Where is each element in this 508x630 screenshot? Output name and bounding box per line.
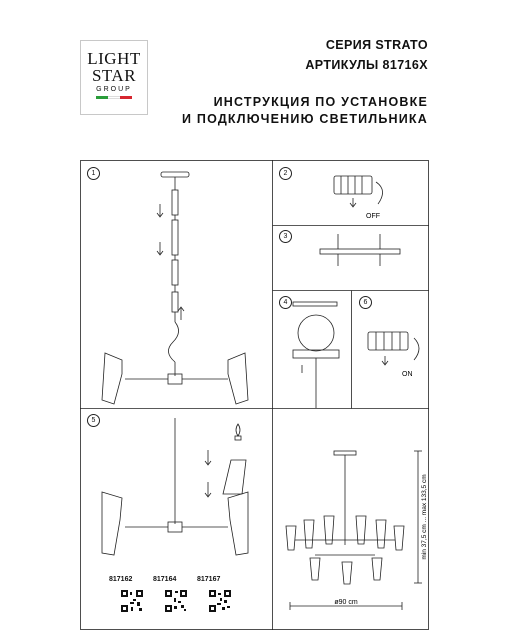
series-title: СЕРИЯ STRATO — [325, 38, 428, 52]
logo-line3: GROUP — [96, 86, 132, 93]
articles-title: АРТИКУЛЫ 81716X — [305, 58, 428, 72]
step-number-2: 2 — [279, 167, 292, 180]
step-number-6: 6 — [359, 296, 372, 309]
step-number-4: 4 — [279, 296, 292, 309]
step5-drawing — [102, 418, 248, 555]
article-3: 817167 — [197, 576, 221, 583]
on-label: ON — [402, 371, 413, 378]
step-number-3: 3 — [279, 230, 292, 243]
instruction-panel — [80, 160, 429, 630]
frame-border — [81, 161, 429, 630]
step1-drawing — [102, 172, 248, 404]
step3-drawing — [320, 234, 400, 266]
article-2: 817164 — [153, 576, 177, 583]
article-1: 817162 — [109, 576, 133, 583]
logo-line1: LIGHT — [87, 49, 141, 68]
instruction-drawing — [80, 160, 429, 630]
qr-code-2[interactable] — [165, 590, 187, 612]
lightstar-logo — [80, 40, 148, 115]
diameter-label: ø90 cm — [334, 599, 358, 606]
assembled-chandelier-drawing — [286, 451, 422, 610]
step-number-1: 1 — [87, 167, 100, 180]
qr-code-3[interactable] — [209, 590, 231, 612]
step2-drawing — [334, 176, 383, 207]
instruction-title-line2: И ПОДКЛЮЧЕНИЮ СВЕТИЛЬНИКА — [182, 112, 428, 126]
italian-flag-icon — [81, 96, 147, 99]
off-label: OFF — [366, 213, 380, 220]
logo-line2: STAR — [91, 66, 137, 85]
height-label: min 37,5 cm ... max 133,5 cm — [421, 474, 428, 560]
qr-code-1[interactable] — [121, 590, 143, 612]
instruction-title-line1: ИНСТРУКЦИЯ ПО УСТАНОВКЕ — [213, 95, 428, 109]
step-number-5: 5 — [87, 414, 100, 427]
step6-drawing — [368, 332, 419, 365]
step4-drawing — [293, 302, 339, 408]
